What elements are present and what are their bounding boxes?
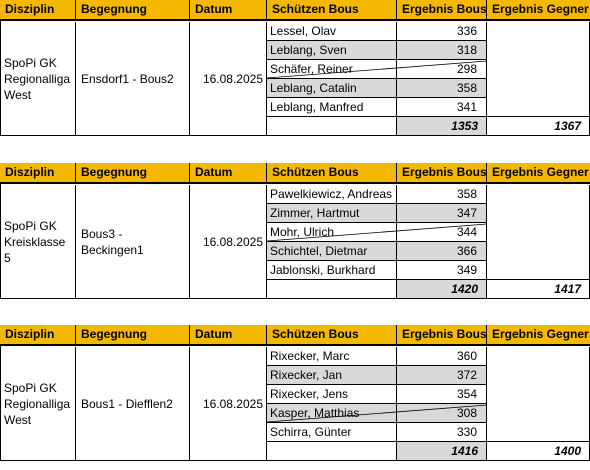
column-header: Ergebnis Gegner — [492, 165, 589, 179]
strike-stroke — [267, 61, 487, 78]
strike-line — [267, 223, 487, 242]
column-header: Disziplin — [0, 0, 76, 19]
table-body — [0, 22, 590, 136]
disziplin-line: Kreisklasse — [4, 234, 66, 249]
begegnung-cell — [76, 347, 190, 461]
column-header: Disziplin — [0, 163, 76, 182]
match-block — [0, 0, 590, 136]
shooter-score: 308 — [397, 404, 487, 423]
begegnung-cell — [76, 185, 190, 299]
shooter-score: 349 — [397, 261, 487, 280]
column-header: Begegnung — [76, 325, 190, 344]
shooter-score: 360 — [397, 347, 487, 366]
column-header: Disziplin — [0, 325, 76, 344]
column-header: Schützen Bous — [267, 163, 397, 182]
shooter-name: Kasper, Matthias — [267, 404, 397, 423]
shooter-name: Mohr, Ulrich — [267, 223, 397, 242]
begegnung-line: Ensdorf1 - Bous2 — [81, 71, 174, 86]
begegnung-text — [81, 226, 144, 258]
datum-text: 16.08.2025 — [202, 234, 263, 249]
disziplin-text — [4, 218, 65, 266]
disziplin-line: Regionalliga — [4, 71, 71, 86]
disziplin-line: Regionalliga — [4, 396, 71, 411]
column-header: Schützen Bous — [267, 0, 397, 19]
shooter-score: 366 — [397, 242, 487, 261]
datum-text: 16.08.2025 — [202, 71, 263, 86]
shooter-name: Schäfer, Reiner — [267, 60, 397, 79]
shooter-name: Zimmer, Hartmut — [267, 204, 397, 223]
shooter-name: Schirra, Günter — [267, 423, 397, 442]
disziplin-cell — [0, 22, 76, 136]
disziplin-line: 5 — [4, 250, 11, 265]
begegnung-cell — [76, 22, 190, 136]
total-bous: 1420 — [397, 280, 487, 299]
datum-cell — [190, 22, 267, 136]
total-blank-cell — [267, 117, 397, 136]
disziplin-line: West — [4, 87, 32, 102]
begegnung-line: Bous3 - — [81, 226, 123, 241]
table-header — [0, 0, 590, 21]
disziplin-line: SpoPi GK — [4, 218, 57, 233]
shooter-score: 298 — [397, 60, 487, 79]
gegner-blank-cell — [487, 347, 590, 442]
total-gegner: 1417 — [487, 280, 590, 299]
disziplin-text — [4, 55, 70, 103]
begegnung-text — [81, 71, 174, 87]
shooter-score: 358 — [397, 185, 487, 204]
shooter-score: 330 — [397, 423, 487, 442]
shooter-name: Rixecker, Jan — [267, 366, 397, 385]
shooter-score: 336 — [397, 22, 487, 41]
total-gegner: 1400 — [487, 442, 590, 461]
column-header: Begegnung — [76, 163, 190, 182]
begegnung-line: Bous1 - Diefflen2 — [81, 396, 173, 411]
datum-cell — [190, 185, 267, 299]
column-header: Ergebnis Bous — [397, 0, 487, 19]
disziplin-line: SpoPi GK — [4, 55, 57, 70]
total-bous: 1416 — [397, 442, 487, 461]
shooter-name: Lessel, Olav — [267, 22, 397, 41]
column-header: Ergebnis Bous — [397, 325, 487, 344]
shooter-score: 358 — [397, 79, 487, 98]
disziplin-line: West — [4, 412, 32, 427]
shooter-score: 372 — [397, 366, 487, 385]
column-header: Ergebnis Bous — [397, 163, 487, 182]
total-blank-cell — [267, 442, 397, 461]
begegnung-line: Beckingen1 — [81, 242, 144, 257]
shooter-score: 354 — [397, 385, 487, 404]
datum-text: 16.08.2025 — [202, 396, 263, 411]
strike-stroke — [267, 224, 487, 241]
column-header: Begegnung — [76, 0, 190, 19]
strike-line — [267, 60, 487, 79]
column-header: Ergebnis Gegner — [492, 327, 589, 341]
table-body — [0, 185, 590, 299]
match-block — [0, 325, 590, 461]
total-gegner: 1367 — [487, 117, 590, 136]
table-header — [0, 163, 590, 184]
shooter-name: Rixecker, Marc — [267, 347, 397, 366]
gegner-blank-cell — [487, 22, 590, 117]
shooter-name: Rixecker, Jens — [267, 385, 397, 404]
table-header — [0, 325, 590, 346]
shooter-name: Leblang, Sven — [267, 41, 397, 60]
total-blank-cell — [267, 280, 397, 299]
disziplin-line: SpoPi GK — [4, 380, 57, 395]
column-header: Ergebnis Gegner — [492, 2, 589, 16]
shooter-name: Leblang, Catalin — [267, 79, 397, 98]
column-header: Datum — [190, 163, 267, 182]
disziplin-text — [4, 380, 70, 428]
shooter-score: 344 — [397, 223, 487, 242]
column-header: Schützen Bous — [267, 325, 397, 344]
begegnung-text — [81, 396, 173, 412]
shooter-name: Schichtel, Dietmar — [267, 242, 397, 261]
strike-stroke — [267, 405, 487, 422]
shooter-score: 347 — [397, 204, 487, 223]
column-header: Datum — [190, 0, 267, 19]
total-bous: 1353 — [397, 117, 487, 136]
datum-cell — [190, 347, 267, 461]
column-header: Datum — [190, 325, 267, 344]
table-body — [0, 347, 590, 461]
gegner-blank-cell — [487, 185, 590, 280]
shooter-name: Jablonski, Burkhard — [267, 261, 397, 280]
shooter-score: 318 — [397, 41, 487, 60]
shooter-score: 341 — [397, 98, 487, 117]
disziplin-cell — [0, 185, 76, 299]
disziplin-cell — [0, 347, 76, 461]
shooter-name: Leblang, Manfred — [267, 98, 397, 117]
shooter-name: Pawelkiewicz, Andreas — [267, 185, 397, 204]
strike-line — [267, 404, 487, 423]
match-block — [0, 163, 590, 299]
